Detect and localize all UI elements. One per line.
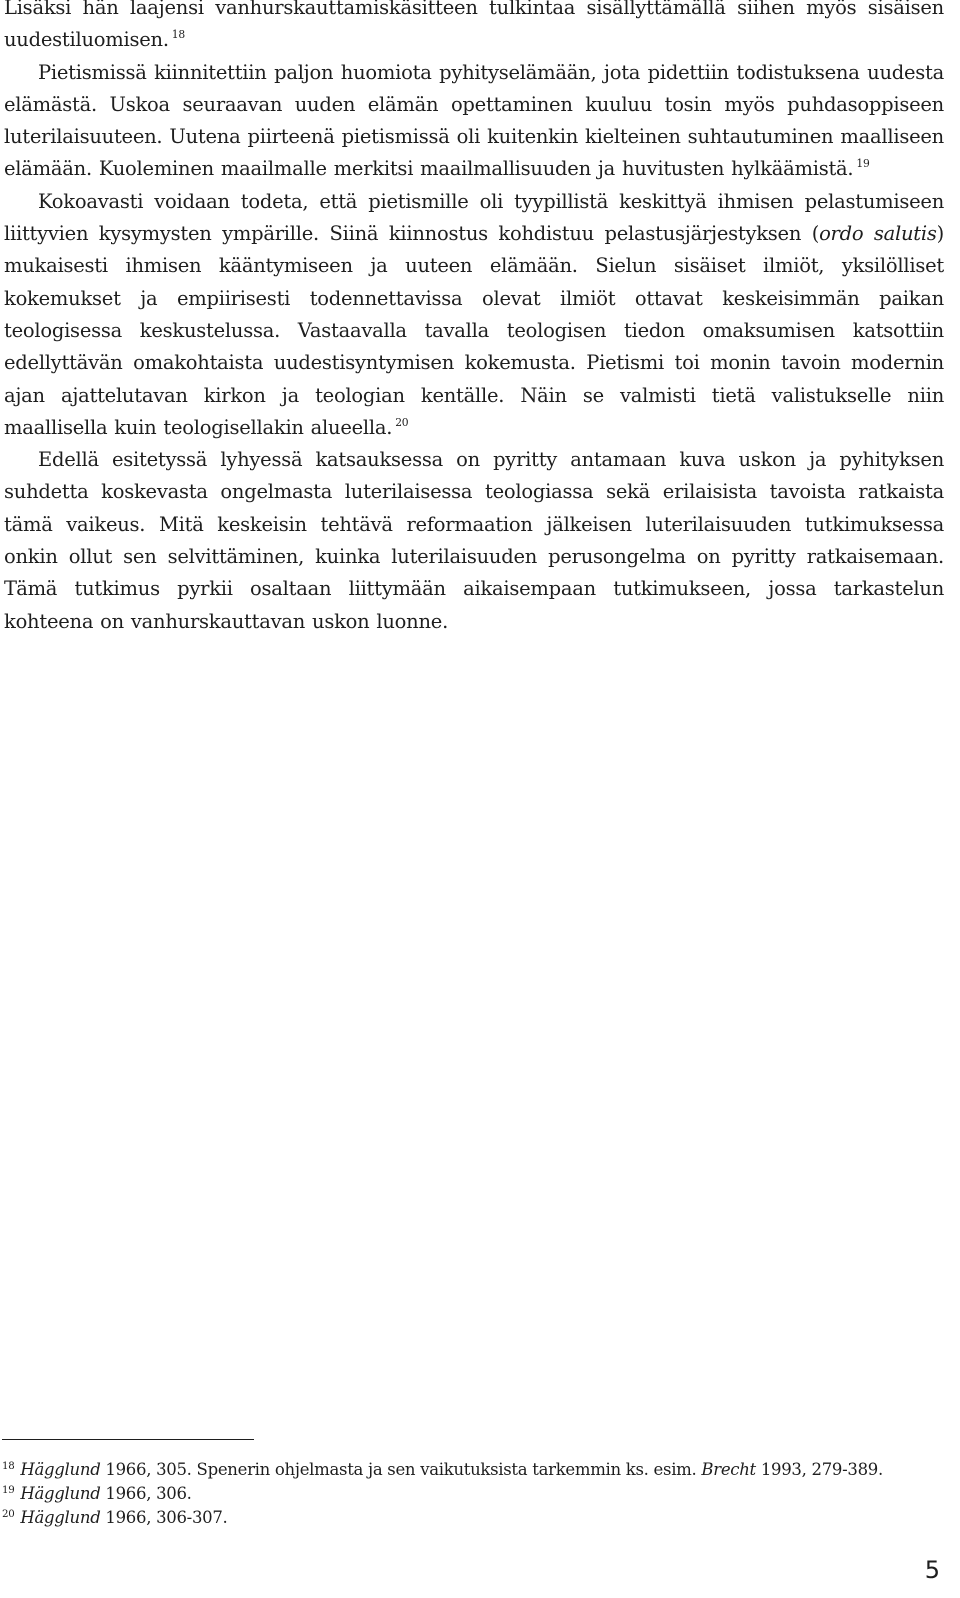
paragraph-3-text-after: ) mukaisesti ihmisen kääntymiseen ja uuteen elämään. Sielun sisäiset ilmiöt, yksilölliset kokemukset ja empiirisesti todennettavissa olevat ilmiöt ottavat keskeisimmän paikan teologisessa keskustelussa. Vastaavalla tavalla teologisen tiedon omaksumisen katsottiin edellyttävän omakohtaista uudestisyntymisen kokemusta. Pietismi toi monin tavoin modernin ajan ajattelutavan kirkon ja teologian kentälle. Näin se valmisti tietä valistukselle niin maallisella kuin teologisellakin alueella.	[4, 222, 944, 439]
paragraph-4-text: Edellä esitetyssä lyhyessä katsauksessa on pyritty antamaan kuva uskon ja pyhityksen suhdetta koskevasta ongelmasta luterilaisessa teologiassa sekä erilaisista tavoista ratkaista tämä vaikeus. Mitä keskeisin tehtävä reformaation jälkeisen luterilaisuuden tutkimuksessa onkin ollut sen selvittäminen, kuinka luterilaisuuden perusongelma on pyritty ratkaisemaan. Tämä tutkimus pyrkii osaltaan liittymään aikaisempaan tutkimukseen, jossa tarkastelun kohteena on vanhurskauttavan uskon luonne.	[4, 448, 944, 633]
footnote-text: 1993, 279-389.	[755, 1460, 883, 1479]
paragraph-2	[4, 57, 944, 186]
body-text	[4, 0, 944, 638]
footnote-separator	[2, 1439, 254, 1440]
paragraph-3-text-before: Kokoavasti voidaan todeta, että pietismille oli tyypillistä keskittyä ihmisen pelastumiseen liittyvien kysymysten ympärille. Siinä kiinnostus kohdistuu pelastusjärjestyksen (	[4, 189, 944, 246]
footnote-ref-20: 20	[395, 415, 409, 429]
footnote-number: 18	[2, 1461, 15, 1473]
paragraph-4	[4, 444, 944, 638]
footnote-20	[2, 1506, 952, 1530]
ordo-salutis-term: ordo salutis	[819, 222, 937, 246]
paragraph-2-text: Pietismissä kiinnitettiin paljon huomiota pyhityselämään, jota pidettiin todistuksena uudesta elämästä. Uskoa seuraavan uuden elämän opettaminen kuuluu tosin myös puhdasoppiseen luterilaisuuteen. Uutena piirteenä pietismissä oli kuitenkin kielteinen suhtautuminen maalliseen elämään. Kuoleminen maailmalle merkitsi maailmallisuuden ja huvitusten hylkäämistä.	[4, 60, 944, 181]
footnote-18	[2, 1458, 952, 1482]
footnote-number: 19	[2, 1485, 15, 1497]
paragraph-1-text: Lisäksi hän laajensi vanhurskauttamiskäsitteen tulkintaa sisällyttämällä siihen myös sisäisen uudestiluomisen.	[4, 0, 944, 52]
footnote-author: Hägglund	[20, 1508, 101, 1527]
footnote-19	[2, 1482, 952, 1506]
footnote-text: 1966, 305. Spenerin ohjelmasta ja sen vaikutuksista tarkemmin ks. esim.	[100, 1460, 702, 1479]
footnotes	[2, 1458, 952, 1530]
page-number: 5	[924, 1556, 940, 1584]
paragraph-3	[4, 186, 944, 444]
footnote-ref-18: 18	[171, 28, 185, 42]
paragraph-1	[4, 0, 944, 57]
footnote-author: Hägglund	[20, 1484, 101, 1503]
footnote-number: 20	[2, 1509, 15, 1521]
footnote-text: 1966, 306.	[100, 1484, 192, 1503]
footnote-author: Brecht	[701, 1460, 756, 1479]
footnote-author: Hägglund	[20, 1460, 101, 1479]
footnote-text: 1966, 306-307.	[100, 1508, 228, 1527]
footnote-ref-19: 19	[856, 157, 870, 171]
